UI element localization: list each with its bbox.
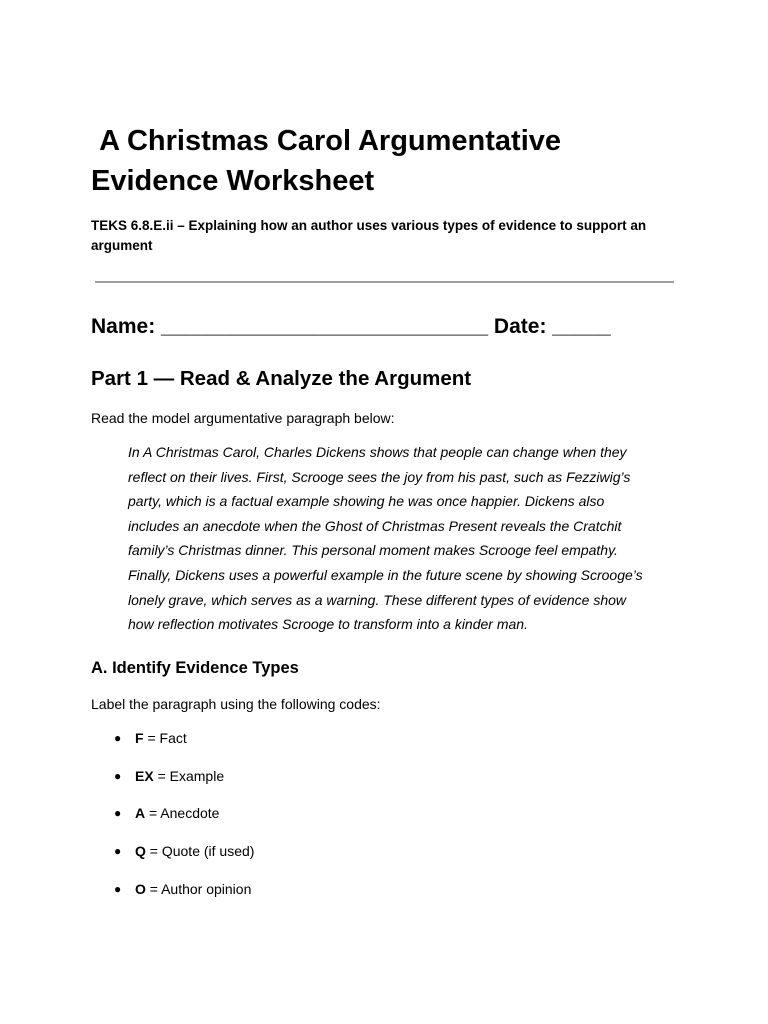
bullet-icon: ● <box>114 806 122 821</box>
code-letter: F <box>135 730 144 746</box>
code-meaning: = Example <box>153 767 225 784</box>
worksheet-title <box>91 121 651 201</box>
code-meaning: = Quote (if used) <box>145 843 255 860</box>
name-date-line <box>91 312 691 342</box>
bullet-icon: ● <box>114 844 122 859</box>
date-blank: _____ <box>552 315 611 338</box>
code-letter: EX <box>135 767 154 784</box>
name-blank: ____________________________ <box>161 315 489 338</box>
code-meaning: = Author opinion <box>145 880 252 897</box>
section-a-heading: A. Identify Evidence Types <box>91 659 299 677</box>
part-1-instructions: Read the model argumentative paragraph below: <box>91 410 395 426</box>
bullet-icon: ● <box>114 768 122 783</box>
code-letter: Q <box>135 843 146 860</box>
bullet-icon: ● <box>114 881 122 896</box>
title-line-2: Evidence Worksheet <box>91 165 375 197</box>
bullet-icon: ● <box>114 731 122 745</box>
title-line-1: A Christmas Carol Argumentative <box>99 125 562 157</box>
list-item <box>91 728 254 766</box>
evidence-codes-list <box>91 728 254 916</box>
model-argument-paragraph: In A Christmas Carol, Charles Dickens shows that people can change when they reflect on their lives. First, Scrooge sees the joy from his past, such as Fezziwig’s party, which is a factual example showing he was once happier. Dickens also includes an anecdote when the Ghost of Christmas Present reveals the Cratchit family’s Christmas dinner. This personal moment makes Scrooge feel empathy. Finally, Dickens uses a powerful example in the future scene by showing Scrooge’s lonely grave, which serves as a warning. These different types of evidence show how reflection motivates Scrooge to transform into a kinder man. <box>128 444 643 633</box>
name-label: Name: <box>91 315 156 338</box>
teks-standard: TEKS 6.8.E.ii – Explaining how an author uses various types of evidence to support an argument <box>91 218 647 253</box>
code-letter: O <box>135 880 146 897</box>
list-item <box>91 879 254 917</box>
horizontal-divider <box>95 281 674 283</box>
code-meaning: = Anecdote <box>145 805 220 822</box>
code-letter: A <box>135 805 146 822</box>
list-item <box>91 803 254 841</box>
code-meaning: = Fact <box>143 730 187 746</box>
part-1-heading: Part 1 — Read & Analyze the Argument <box>91 367 472 390</box>
codes-instructions: Label the paragraph using the following codes: <box>91 696 381 712</box>
list-item <box>91 841 254 879</box>
date-label: Date: <box>493 315 547 338</box>
list-item <box>91 766 254 804</box>
